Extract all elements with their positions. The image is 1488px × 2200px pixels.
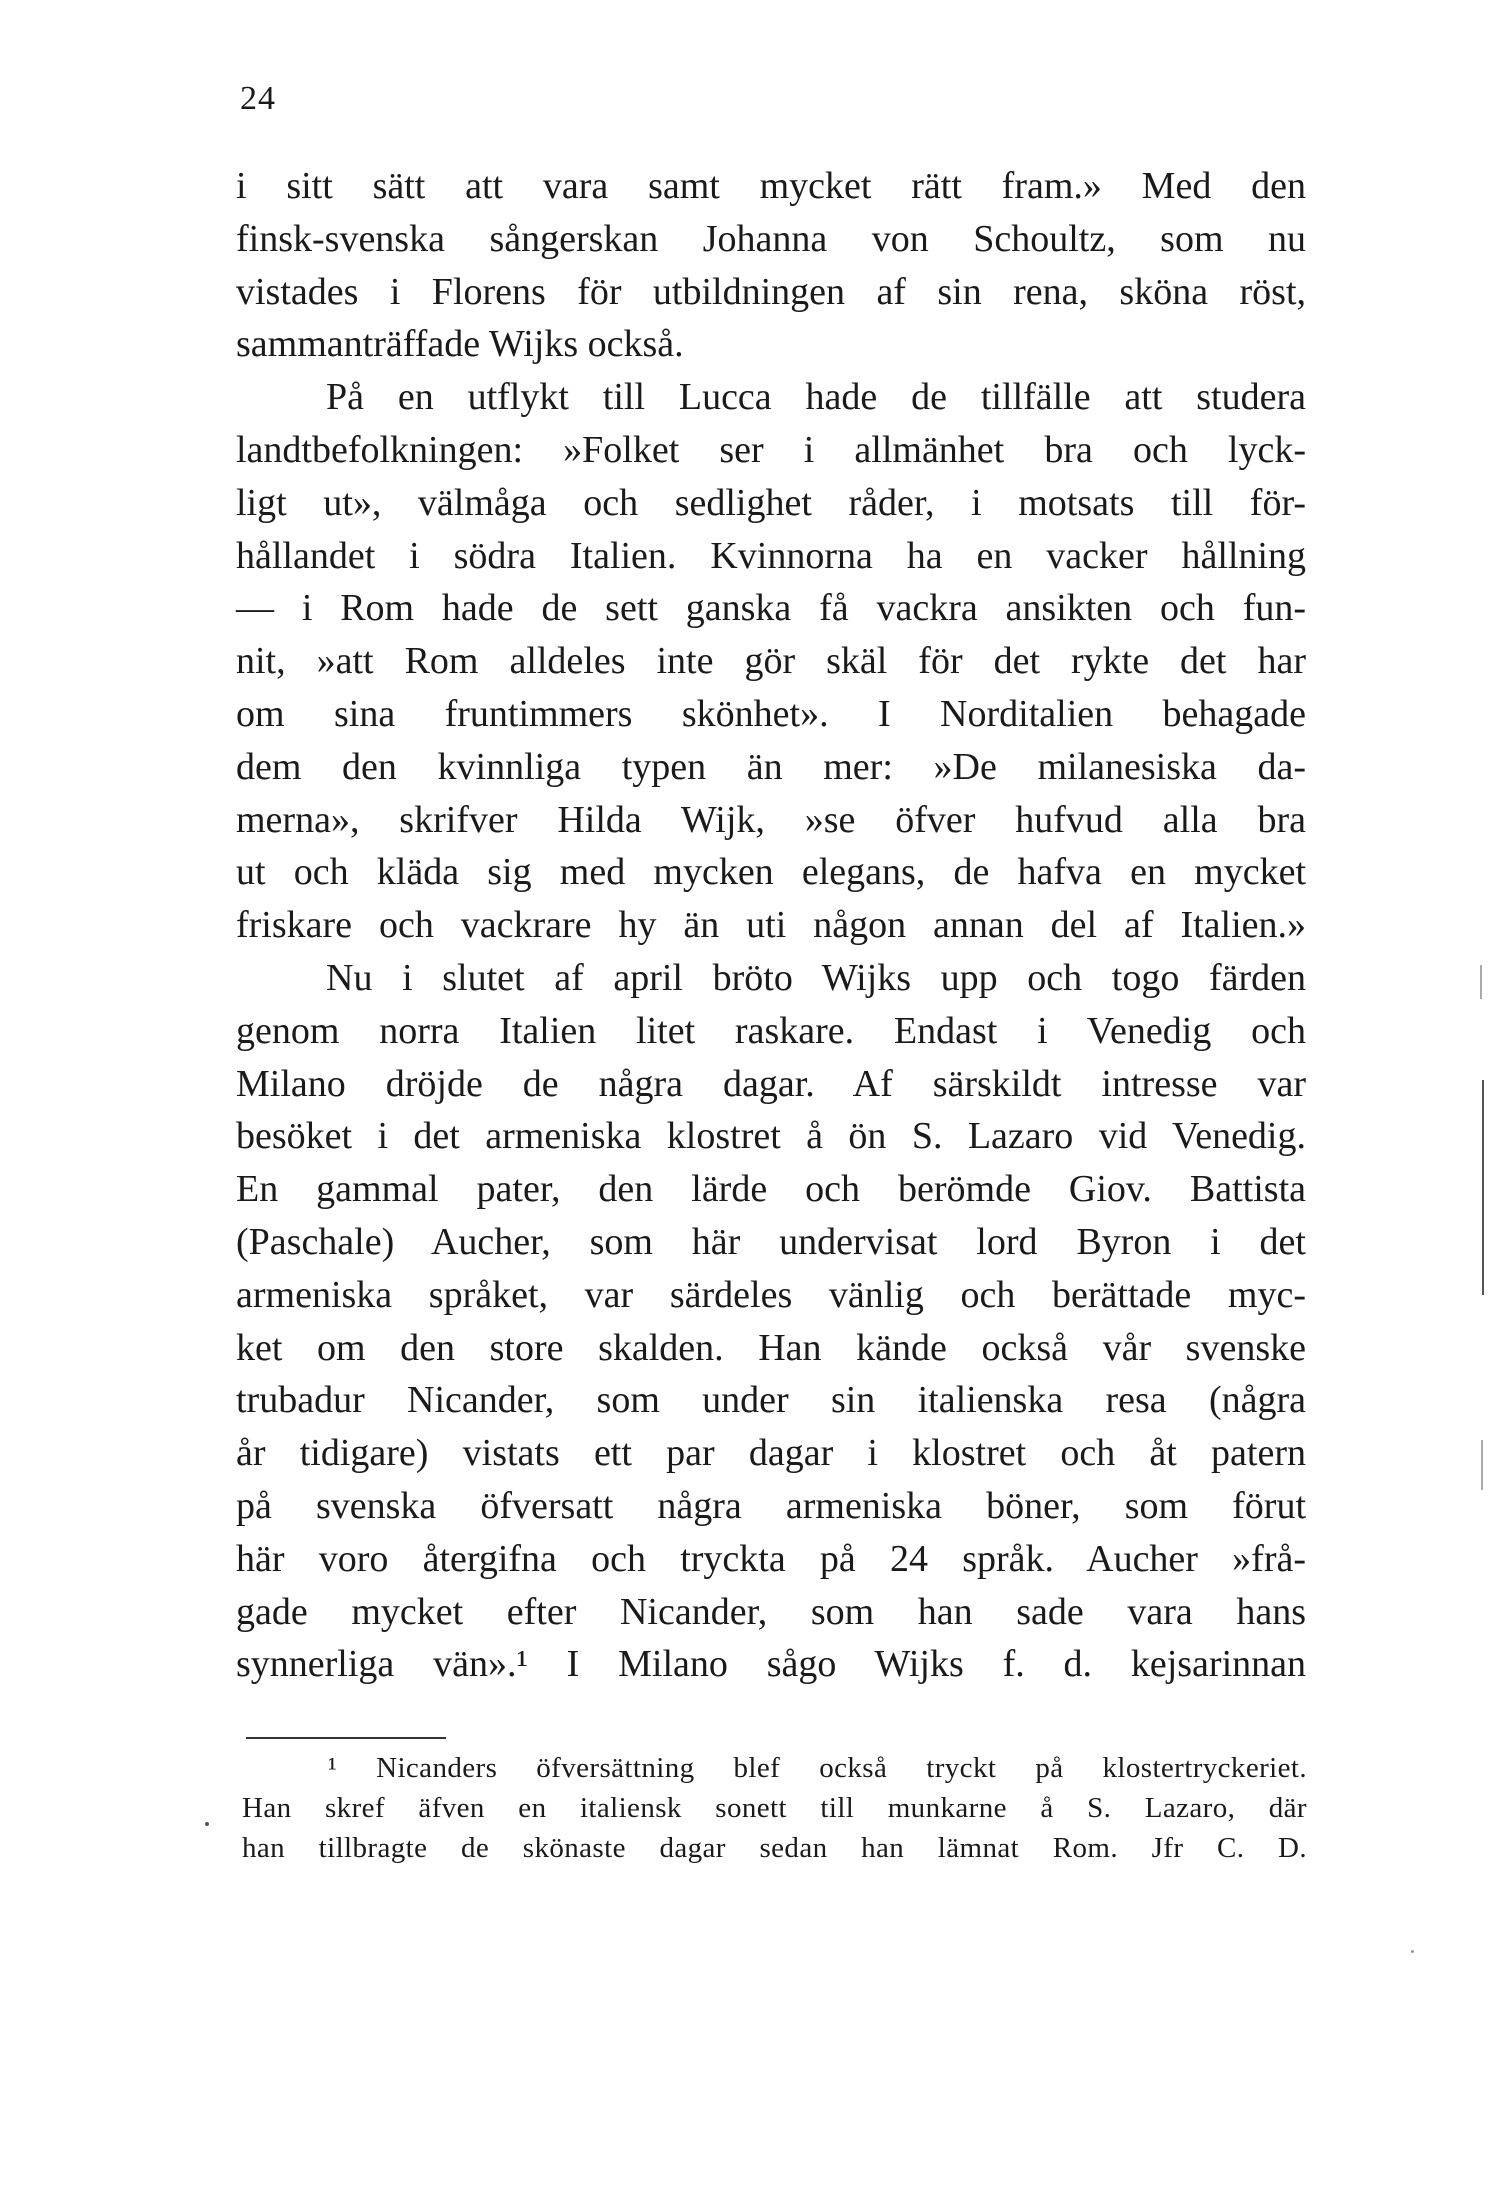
body-line: synnerliga vän».¹ I Milano sågo Wijks f. d. kejsarinnan <box>236 1643 1306 1686</box>
body-line: dem den kvinnliga typen än mer: »De milanesiska da- <box>236 745 1306 788</box>
body-line: i sitt sätt att vara samt mycket rätt fram.» Med den <box>236 165 1306 207</box>
footnote-divider <box>246 1737 446 1739</box>
body-line: vistades i Florens för utbildningen af sin rena, sköna röst, <box>236 270 1306 313</box>
body-line: En gammal pater, den lärde och berömde Giov. Battista <box>236 1168 1306 1211</box>
footnote <box>242 1748 1307 1868</box>
body-line: (Paschale) Aucher, som här undervisat lord Byron i det <box>236 1220 1306 1263</box>
page-number: 24 <box>240 80 276 117</box>
paragraph-start-line: På en utflykt till Lucca hade de tillfälle att studera <box>326 376 1306 419</box>
body-line: trubadur Nicander, som under sin italienska resa (några <box>236 1379 1306 1422</box>
body-line: år tidigare) vistats ett par dagar i klostret och åt patern <box>236 1432 1306 1475</box>
paragraph-start-line: Nu i slutet af april bröto Wijks upp och togo färden <box>326 956 1306 999</box>
body-line: finsk-svenska sångerskan Johanna von Schoultz, som nu <box>236 217 1306 260</box>
footnote-line: Han skref äfven en italiensk sonett till munkarne å S. Lazaro, där <box>242 1792 1307 1824</box>
body-line: — i Rom hade de sett ganska få vackra ansikten och fun- <box>236 587 1306 630</box>
body-line: Milano dröjde de några dagar. Af särskildt intresse var <box>236 1062 1306 1105</box>
body-line: hållandet i södra Italien. Kvinnorna ha en vacker hållning <box>236 534 1306 577</box>
body-line: ligt ut», välmåga och sedlighet råder, i motsats till för- <box>236 481 1306 524</box>
body-line: här voro återgifna och tryckta på 24 språk. Aucher »frå- <box>236 1537 1306 1580</box>
footnote-line: han tillbragte de skönaste dagar sedan han lämnat Rom. Jfr C. D. <box>242 1832 1307 1864</box>
scan-edge-mark <box>1482 1080 1484 1295</box>
body-text <box>236 160 1306 1691</box>
scan-speck <box>205 1822 209 1826</box>
body-line: merna», skrifver Hilda Wijk, »se öfver hufvud alla bra <box>236 798 1306 841</box>
body-line: genom norra Italien litet raskare. Endast i Venedig och <box>236 1009 1306 1052</box>
body-line: armeniska språket, var särdeles vänlig och berättade myc- <box>236 1273 1306 1316</box>
scan-edge-mark <box>1481 1440 1483 1490</box>
body-line: besöket i det armeniska klostret å ön S. Lazaro vid Venedig. <box>236 1115 1306 1158</box>
body-line: gade mycket efter Nicander, som han sade vara hans <box>236 1590 1306 1633</box>
scan-edge-mark <box>1480 965 1482 999</box>
body-line: ut och kläda sig med mycken elegans, de hafva en mycket <box>236 851 1306 894</box>
body-line: landtbefolkningen: »Folket ser i allmänhet bra och lyck- <box>236 428 1306 471</box>
paragraph-end-line: sammanträffade Wijks också. <box>236 323 684 366</box>
body-line: på svenska öfversatt några armeniska böner, som förut <box>236 1484 1306 1527</box>
paragraph-end-line: friskare och vackrare hy än uti någon annan del af Italien.» <box>236 904 1306 947</box>
footnote-line: ¹ Nicanders öfversättning blef också tryckt på klostertryckeriet. <box>328 1752 1307 1784</box>
scan-speck <box>1411 1950 1414 1953</box>
body-line: ket om den store skalden. Han kände också vår svenske <box>236 1326 1306 1369</box>
body-line: om sina fruntimmers skönhet». I Norditalien behagade <box>236 692 1306 735</box>
body-line: nit, »att Rom alldeles inte gör skäl för det rykte det har <box>236 640 1306 683</box>
